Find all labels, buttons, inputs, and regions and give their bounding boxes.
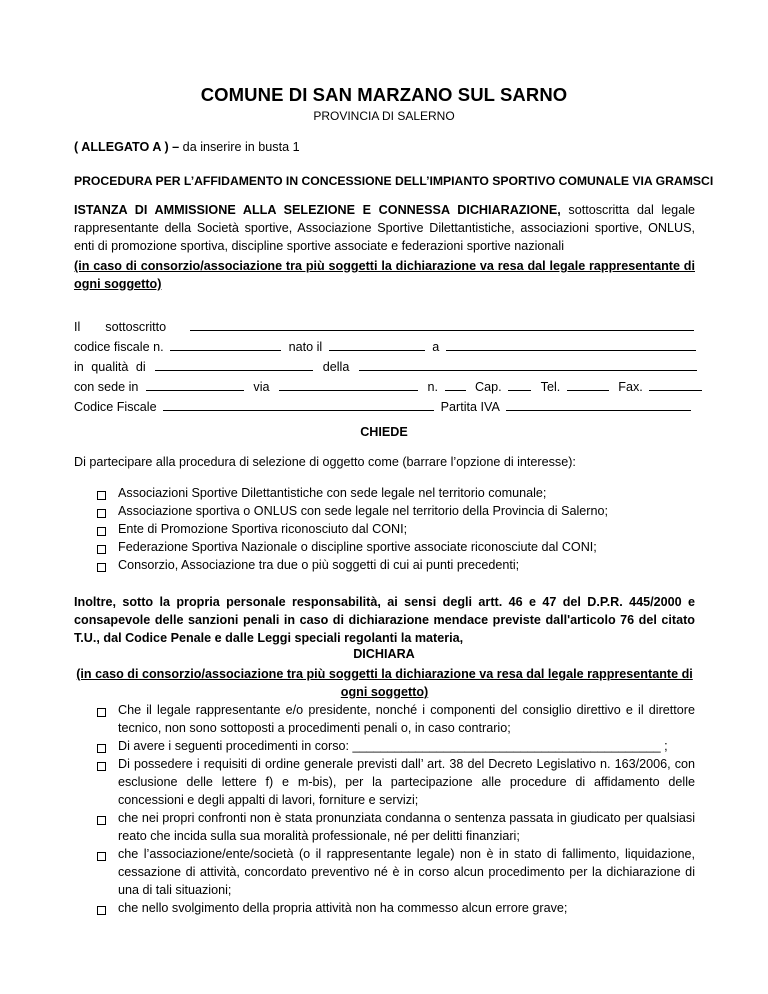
qualita-field[interactable] bbox=[155, 358, 313, 371]
label-codice-fiscale: Codice Fiscale bbox=[74, 400, 157, 414]
allegato-label: ( ALLEGATO A ) – bbox=[74, 140, 180, 154]
della-field[interactable] bbox=[359, 358, 697, 371]
istanza-paragraph bbox=[74, 201, 695, 255]
label-sottoscritto: sottoscritto bbox=[105, 320, 167, 334]
cap-field[interactable] bbox=[508, 378, 531, 391]
dichiara-checkbox-5[interactable] bbox=[97, 852, 106, 861]
dichiara-checkbox-1[interactable] bbox=[97, 708, 106, 717]
form-line-sottoscritto bbox=[74, 318, 696, 336]
dichiara-item-6: che nello svolgimento della propria attività non ha commesso alcun errore grave; bbox=[118, 901, 568, 915]
dichiara-item-2: Di avere i seguenti procedimenti in corso: ____________________________________________ ; bbox=[118, 739, 668, 753]
option-label-5: Consorzio, Associazione tra due o più soggetti di cui ai punti precedenti; bbox=[118, 558, 520, 572]
option-label-4: Federazione Sportiva Nazionale o discipline sportive associate riconosciute dal CONI; bbox=[118, 540, 597, 554]
form-line-codice-fiscale bbox=[74, 338, 696, 356]
nato-il-field[interactable] bbox=[329, 338, 425, 351]
via-field[interactable] bbox=[279, 378, 418, 391]
label-tel: Tel. bbox=[540, 380, 561, 394]
dichiara-checkbox-3[interactable] bbox=[97, 762, 106, 771]
dichiara-item-5: che l’associazione/ente/società (o il rappresentante legale) non è in stato di fallimento, liquidazione, cessazione di attività, concordato preventivo né è in corso alcun procedimento per la dichiarazione di una di tali situazioni; bbox=[118, 847, 695, 897]
fax-field[interactable] bbox=[649, 378, 702, 391]
option-label-1: Associazioni Sportive Dilettantistiche con sede legale nel territorio comunale; bbox=[118, 486, 547, 500]
dichiara-checkbox-4[interactable] bbox=[97, 816, 106, 825]
istanza-bold: ISTANZA DI AMMISSIONE ALLA SELEZIONE E CONNESSA DICHIARAZIONE, bbox=[74, 203, 561, 217]
luogo-nascita-field[interactable] bbox=[446, 338, 696, 351]
label-con-sede-in: con sede in bbox=[74, 380, 139, 394]
allegato-text: da inserire in busta 1 bbox=[179, 140, 300, 154]
option-label-2: Associazione sportiva o ONLUS con sede legale nel territorio della Provincia di Salerno; bbox=[118, 504, 609, 518]
tel-field[interactable] bbox=[567, 378, 609, 391]
label-partita-iva: Partita IVA bbox=[440, 400, 500, 414]
label-fax: Fax. bbox=[618, 380, 643, 394]
dichiara-item-4: che nei propri confronti non è stata pronunziata condanna o sentenza passata in giudicato per qualsiasi reato che incida sulla sua moralità professionale, né per delitti finanziari; bbox=[118, 811, 695, 843]
sede-field[interactable] bbox=[146, 378, 244, 391]
form-line-qualita bbox=[74, 358, 696, 376]
label-della: della bbox=[322, 360, 350, 374]
form-line-sede bbox=[74, 378, 696, 396]
istanza-text: sottoscritta dal legale rappresentante della Società sportive, Associazione Sportive Dilettantistiche, associazioni sportive, ONLUS, enti di promozione sportiva, discipline sportive associate e federazioni sportive nazionali bbox=[74, 203, 695, 253]
option-label-3: Ente di Promozione Sportiva riconosciuto dal CONI; bbox=[118, 522, 408, 536]
partita-iva-field[interactable] bbox=[506, 398, 691, 411]
allegato-line bbox=[74, 140, 300, 154]
chiede-intro: Di partecipare alla procedura di selezione di oggetto come (barrare l’opzione di interesse): bbox=[74, 455, 576, 469]
dichiara-item-1: Che il legale rappresentante e/o presidente, nonché i componenti del consiglio direttivo e il direttore tecnico, non sono sottoposti a procedimenti penali o, in caso contrario; bbox=[118, 703, 695, 735]
option-checkbox-5[interactable] bbox=[97, 563, 106, 572]
sottoscritto-field[interactable] bbox=[190, 318, 694, 331]
dichiara-heading: DICHIARA bbox=[353, 647, 415, 661]
inoltre-paragraph: Inoltre, sotto la propria personale responsabilità, ai sensi degli artt. 46 e 47 del D.P.R. 445/2000 e consapevole delle sanzioni penali in caso di dichiarazione mendace previste dall'articolo 76 del citato T.U., dal Codice Penale e dalle Leggi speciali regolanti la materia, bbox=[74, 595, 695, 645]
page-title: COMUNE DI SAN MARZANO SUL SARNO bbox=[200, 84, 568, 105]
civico-field[interactable] bbox=[445, 378, 466, 391]
codice-fiscale-n-field[interactable] bbox=[170, 338, 281, 351]
label-codice-fiscale-n: codice fiscale n. bbox=[74, 340, 164, 354]
label-il: Il bbox=[74, 320, 81, 334]
option-checkbox-4[interactable] bbox=[97, 545, 106, 554]
dichiara-checkbox-6[interactable] bbox=[97, 906, 106, 915]
page-subtitle: PROVINCIA DI SALERNO bbox=[313, 109, 455, 123]
label-a: a bbox=[432, 340, 440, 354]
label-n: n. bbox=[427, 380, 439, 394]
chiede-heading: CHIEDE bbox=[360, 425, 408, 439]
label-via: via bbox=[253, 380, 270, 394]
label-cap: Cap. bbox=[475, 380, 502, 394]
option-checkbox-3[interactable] bbox=[97, 527, 106, 536]
option-checkbox-1[interactable] bbox=[97, 491, 106, 500]
label-in-qualita-di: in qualità di bbox=[74, 360, 146, 374]
dichiara-item-3: Di possedere i requisiti di ordine generale previsti dall’ art. 38 del Decreto Legislativo n. 163/2006, con esclusione delle lettere f) e m-bis), per la partecipazione alle procedure di affidamento delle concessioni e degli appalti di lavori, forniture e servizi; bbox=[118, 757, 695, 807]
form-line-cf-piva bbox=[74, 398, 696, 416]
option-checkbox-2[interactable] bbox=[97, 509, 106, 518]
label-nato-il: nato il bbox=[288, 340, 323, 354]
istanza-note: (in caso di consorzio/associazione tra più soggetti la dichiarazione va resa dal legale rappresentante di ogni soggetto) bbox=[74, 259, 695, 291]
procedura-title: PROCEDURA PER L’AFFIDAMENTO IN CONCESSIONE DELL’IMPIANTO SPORTIVO COMUNALE VIA GRAMSCI bbox=[74, 174, 714, 188]
dichiara-checkbox-2[interactable] bbox=[97, 744, 106, 753]
dichiara-note: (in caso di consorzio/associazione tra più soggetti la dichiarazione va resa dal legale rappresentante di ogni soggetto) bbox=[76, 667, 693, 699]
codice-fiscale-field[interactable] bbox=[163, 398, 434, 411]
